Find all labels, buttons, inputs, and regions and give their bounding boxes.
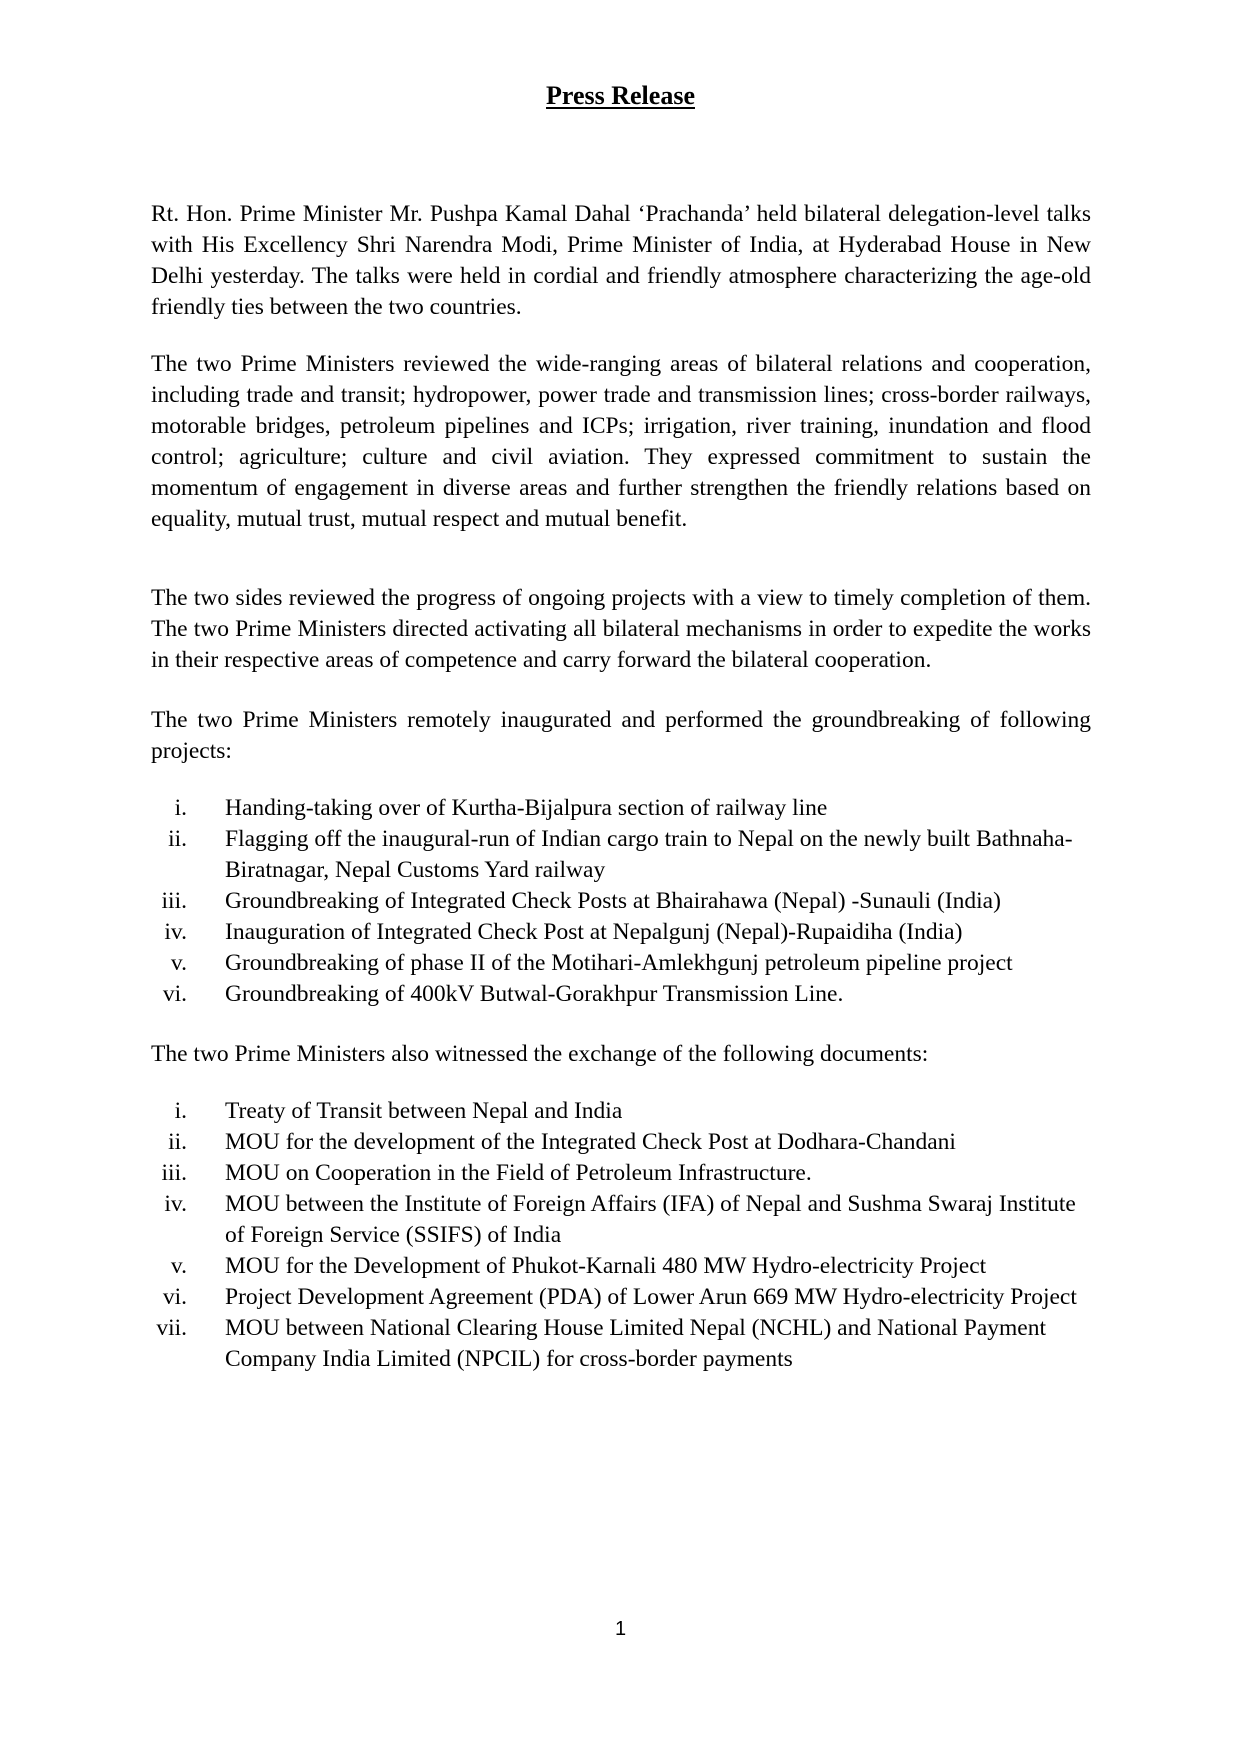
list-item-number: iii. [161, 1160, 187, 1186]
list-item [151, 948, 1091, 979]
page-number: 1 [614, 1618, 627, 1640]
list-item [151, 793, 1091, 824]
list-item-number: vi. [162, 1284, 187, 1310]
list-item-text: Project Development Agreement (PDA) of Lower Arun 669 MW Hydro-electricity Project [225, 1284, 1077, 1310]
list-item [151, 1313, 1091, 1375]
list-item-number: iv. [164, 919, 187, 945]
paragraph-documents-intro: The two Prime Ministers also witnessed the exchange of the following documents: [151, 1041, 929, 1067]
projects-list [151, 793, 1091, 1010]
list-item [151, 917, 1091, 948]
list-item-text: MOU between the Institute of Foreign Affairs (IFA) of Nepal and Sushma Swaraj Institute of Foreign Service (SSIFS) of India [225, 1191, 1076, 1248]
list-item-number: iii. [161, 888, 187, 914]
list-item-text: Inauguration of Integrated Check Post at Nepalgunj (Nepal)-Rupaidiha (India) [225, 919, 963, 945]
paragraph-review: The two Prime Ministers reviewed the wide-ranging areas of bilateral relations and cooperation, including trade and transit; hydropower, power trade and transmission lines; cross-border railways, motorable bridges, petroleum pipelines and ICPs; irrigation, river training, inundation and flood control; agriculture; culture and civil aviation. They expressed commitment to sustain the momentum of engagement in diverse areas and further strengthen the friendly relations based on equality, mutual trust, mutual respect and mutual benefit. [151, 351, 1091, 532]
list-item [151, 1251, 1091, 1282]
list-item-number: v. [170, 1253, 187, 1279]
list-item [151, 1127, 1091, 1158]
list-item [151, 824, 1091, 886]
list-item-text: Flagging off the inaugural-run of Indian cargo train to Nepal on the newly built Bathnaha-Biratnagar, Nepal Customs Yard railway [225, 826, 1073, 883]
list-item-text: MOU between National Clearing House Limited Nepal (NCHL) and National Payment Company India Limited (NPCIL) for cross-border payments [225, 1315, 1046, 1372]
list-item [151, 1282, 1091, 1313]
list-item-text: MOU for the development of the Integrated Check Post at Dodhara-Chandani [225, 1129, 956, 1155]
list-item [151, 886, 1091, 917]
list-item [151, 1158, 1091, 1189]
list-item-text: Groundbreaking of Integrated Check Posts at Bhairahawa (Nepal) -Sunauli (India) [225, 888, 1001, 914]
list-item-text: Groundbreaking of phase II of the Motihari-Amlekhgunj petroleum pipeline project [225, 950, 1013, 976]
list-item-text: MOU for the Development of Phukot-Karnali 480 MW Hydro-electricity Project [225, 1253, 987, 1279]
list-item-number: vi. [162, 981, 187, 1007]
list-item-text: Handing-taking over of Kurtha-Bijalpura section of railway line [225, 795, 828, 821]
documents-list [151, 1096, 1091, 1375]
list-item-number: vii. [156, 1315, 187, 1341]
list-item-number: i. [174, 795, 187, 821]
list-item [151, 979, 1091, 1010]
paragraph-intro: Rt. Hon. Prime Minister Mr. Pushpa Kamal Dahal ‘Prachanda’ held bilateral delegation-level talks with His Excellency Shri Narendra Modi, Prime Minister of India, at Hyderabad House in New Delhi yesterday. The talks were held in cordial and friendly atmosphere characterizing the age-old friendly ties between the two countries. [151, 201, 1091, 320]
list-item-text: Treaty of Transit between Nepal and India [225, 1098, 623, 1124]
list-item-number: i. [174, 1098, 187, 1124]
list-item-number: ii. [168, 1129, 187, 1155]
list-item [151, 1189, 1091, 1251]
page-title: Press Release [546, 81, 695, 110]
list-item-number: v. [170, 950, 187, 976]
paragraph-projects-intro: The two Prime Ministers remotely inaugurated and performed the groundbreaking of following projects: [151, 707, 1091, 764]
list-item-number: ii. [168, 826, 187, 852]
list-item [151, 1096, 1091, 1127]
list-item-number: iv. [164, 1191, 187, 1217]
list-item-text: Groundbreaking of 400kV Butwal-Gorakhpur Transmission Line. [225, 981, 844, 1007]
document-body [151, 199, 1091, 1375]
list-item-text: MOU on Cooperation in the Field of Petroleum Infrastructure. [225, 1160, 812, 1186]
paragraph-projects-progress: The two sides reviewed the progress of ongoing projects with a view to timely completion of them. The two Prime Ministers directed activating all bilateral mechanisms in order to expedite the works in their respective areas of competence and carry forward the bilateral cooperation. [151, 585, 1091, 673]
